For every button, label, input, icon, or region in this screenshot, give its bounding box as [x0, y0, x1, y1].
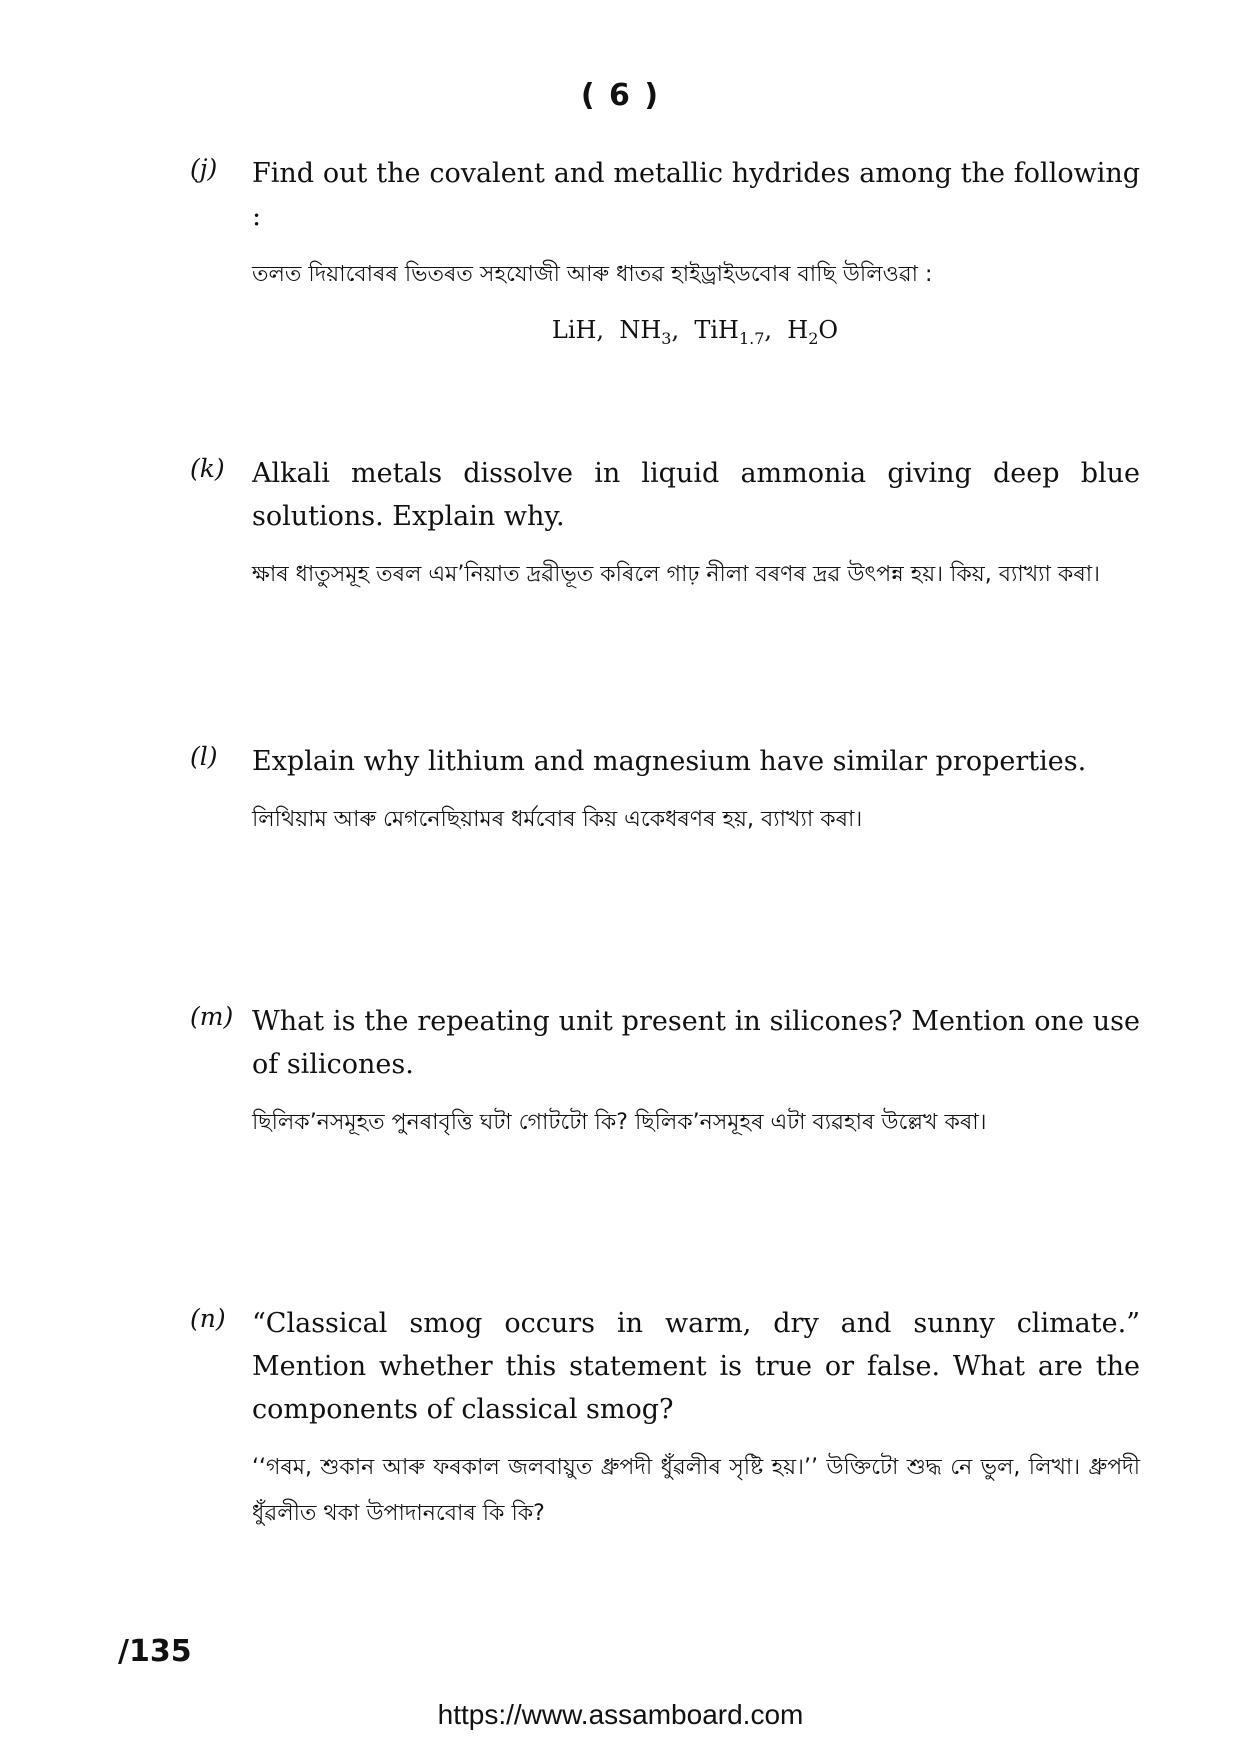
question-text: Alkali metals dissolve in liquid ammonia giving deep blue solutions. Explain why. [252, 458, 1140, 532]
footer-url[interactable]: https://www.assamboard.com [437, 1699, 804, 1730]
question-label: (n) [190, 1304, 226, 1333]
question-k [190, 452, 1140, 598]
question-text: What is the repeating unit present in silicones? Mention one use of silicones. [252, 1006, 1140, 1080]
page-number: ( 6 ) [580, 78, 661, 113]
formula-tih: TiH$_{1.7}$ [694, 316, 765, 348]
paper-code: /135 [118, 1634, 192, 1669]
question-text: “Classical smog occurs in warm, dry and sunny climate.” Mention whether this statement is true or false. What are the components of classical smog? [252, 1308, 1140, 1425]
question-label: (l) [190, 742, 218, 771]
question-text: Find out the covalent and metallic hydrides among the following : [252, 158, 1140, 232]
question-m [190, 1000, 1140, 1146]
question-text-assamese: ক্ষাৰ ধাতুসমূহ তৰল এম’নিয়াত দ্ৰৱীভূত কৰিলে গাঢ় নীলা বৰণৰ দ্ৰৱ উৎপন্ন হয়। কিয়, ব্যাখ্যা কৰা। [252, 562, 1100, 587]
formula-list: LiH, $NH_3$, TiH$_{1.7}$, $H_2O$ [551, 316, 839, 348]
question-label: (j) [190, 154, 218, 183]
question-text-assamese: ছিলিক’নসমূহত পুনৰাবৃত্তি ঘটা গোটটো কি? ছিলিক’নসমূহৰ এটা ব্যৱহাৰ উল্লেখ কৰা। [252, 1110, 987, 1135]
question-text-assamese: লিথিয়াম আৰু মেগনেছিয়ামৰ ধৰ্মবোৰ কিয় একেধৰণৰ হয়, ব্যাখ্যা কৰা। [252, 807, 863, 832]
question-text: Explain why lithium and magnesium have similar properties. [252, 746, 1087, 777]
formula-lih: LiH [551, 316, 597, 344]
question-label: (m) [190, 1002, 234, 1031]
question-text-assamese: ‘‘গৰম, শুকান আৰু ফৰকাল জলবায়ুত ধ্ৰুপদী ধুঁৱলীৰ সৃষ্টি হয়।’’ উক্তিটো শুদ্ধ নে ভুল, লিখা। ধ্ৰুপদী ধুঁৱলীত থকা উপাদানবোৰ কি কি? [252, 1455, 1140, 1526]
question-label: (k) [190, 454, 225, 483]
question-text-assamese: তলত দিয়াবোৰৰ ভিতৰত সহযোজী আৰু ধাতৱ হাইড্ৰাইডবোৰ বাছি উলিওৱা : [252, 262, 933, 287]
question-n [190, 1302, 1140, 1537]
question-l [190, 740, 1140, 843]
question-j [190, 152, 1140, 348]
formula-nh3: $NH_3$ [619, 316, 672, 348]
formula-h2o: $H_2O$ [787, 316, 839, 348]
